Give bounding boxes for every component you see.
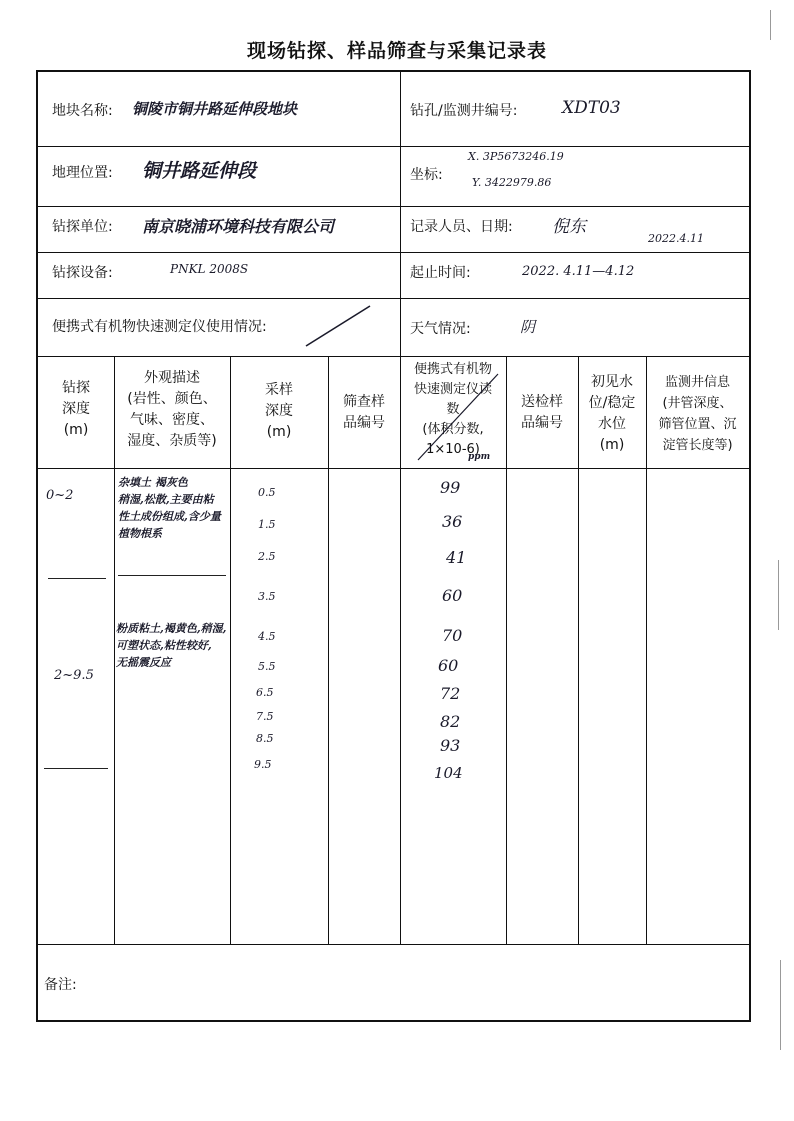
row-divider (38, 298, 749, 299)
sample-depth: 7.5 (256, 710, 274, 723)
col-head-text: 监测井信息 (井管深度、 筛管位置、沉 淀管长度等) (658, 375, 737, 453)
col-head-text: 钻探 深度 (m) (62, 380, 90, 438)
coord-y-value: Y. 3422979.86 (472, 176, 552, 189)
info-split (400, 72, 401, 356)
record-form (36, 70, 751, 1022)
layer-boundary-mark (118, 575, 226, 576)
drill-unit-value: 南京晓浦环境科技有限公司 (142, 217, 335, 236)
pid-reading: 60 (438, 656, 459, 675)
row-divider (38, 252, 749, 253)
recorder-label: 记录人员、日期: (410, 219, 513, 235)
borehole-label: 钻孔/监测井编号: (410, 103, 518, 119)
remarks-label: 备注: (44, 977, 77, 993)
pid-reading: 104 (434, 764, 463, 782)
col-head-sample-depth (230, 380, 328, 443)
pid-reading: 70 (442, 626, 463, 645)
layer-depth: 2~9.5 (54, 668, 94, 683)
scan-edge-mark (770, 10, 771, 40)
col-head-lab-id (506, 392, 578, 434)
drill-unit-label: 钻探单位: (52, 219, 113, 235)
pid-reading: 93 (440, 736, 461, 755)
row-divider (38, 206, 749, 207)
layer-description: 粉质粘土,褐黄色,稍湿, 可塑状态,粘性较好, 无摇震反应 (116, 622, 227, 669)
col-head-text: 初见水 位/稳定 水位 (m) (588, 374, 636, 453)
equipment-label: 钻探设备: (52, 265, 113, 281)
scan-edge-mark (778, 560, 779, 630)
pid-usage-slash (302, 302, 374, 350)
form-title: 现场钻探、样品筛查与采集记录表 (246, 40, 547, 62)
recorder-value: 倪东 (552, 217, 586, 237)
col-head-text: 采样 深度 (m) (265, 382, 293, 440)
time-value: 2022. 4.11—4.12 (522, 264, 635, 279)
pid-reading: 36 (442, 512, 463, 531)
location-label: 地理位置: (52, 165, 113, 181)
sample-depth: 2.5 (258, 550, 276, 563)
weather-value: 阴 (520, 318, 536, 336)
sample-depth: 5.5 (258, 660, 276, 673)
pid-reading: 82 (440, 712, 461, 731)
sample-depth: 8.5 (256, 732, 274, 745)
col-head-drill-depth (38, 378, 114, 441)
pid-usage-label: 便携式有机物快速测定仪使用情况: (52, 319, 267, 335)
borehole-value: XDT03 (562, 98, 621, 118)
col-head-well-info (646, 372, 749, 456)
sample-depth: 9.5 (254, 758, 272, 771)
row-divider (38, 356, 749, 357)
sample-depth: 3.5 (258, 590, 276, 603)
plot-name-label: 地块名称: (52, 103, 113, 119)
col-line (328, 356, 329, 944)
pid-header-strike (416, 368, 506, 464)
weather-label: 天气情况: (410, 321, 471, 337)
col-head-screen-id (328, 392, 400, 434)
col-head-description (114, 368, 230, 452)
col-head-text: 外观描述 (岩性、颜色、 气味、密度、 湿度、杂质等) (127, 370, 217, 449)
coord-x-value: X. 3P5673246.19 (468, 150, 564, 163)
time-label: 起止时间: (410, 265, 471, 281)
remarks-divider (38, 944, 749, 945)
layer-description: 杂填土 褐灰色 稍湿,松散,主要由粘 性土成份组成,含少量 植物根系 (118, 476, 221, 540)
col-line (506, 356, 507, 944)
coord-label: 坐标: (410, 167, 443, 183)
layer-boundary-mark (44, 768, 108, 769)
pid-reading: 60 (442, 586, 463, 605)
layer-depth: 0~2 (46, 488, 74, 503)
equipment-value: PNKL 2008S (170, 262, 249, 276)
plot-name-value: 铜陵市铜井路延伸段地块 (132, 100, 298, 118)
col-head-text: 送检样 品编号 (521, 394, 563, 431)
row-divider (38, 146, 749, 147)
col-head-text: 筛查样 品编号 (343, 394, 385, 431)
location-value: 铜井路延伸段 (142, 160, 257, 182)
col-line (230, 356, 231, 944)
sample-depth: 0.5 (258, 486, 276, 499)
header-divider (38, 468, 749, 469)
pid-reading: 99 (440, 478, 461, 497)
col-head-water-level (578, 372, 646, 456)
record-date-value: 2022.4.11 (648, 232, 704, 245)
sample-depth: 1.5 (258, 518, 276, 531)
sample-depth: 6.5 (256, 686, 274, 699)
pid-unit-note: ppm (468, 452, 491, 462)
pid-reading: 41 (446, 548, 467, 567)
col-head-text: 便携式有机物 快速测定仪读 数 (体积分数, 1×10-6) (413, 362, 492, 457)
scan-edge-mark (780, 960, 781, 1050)
pid-reading: 72 (440, 684, 461, 703)
sample-depth: 4.5 (258, 630, 276, 643)
layer-boundary-mark (48, 578, 106, 579)
